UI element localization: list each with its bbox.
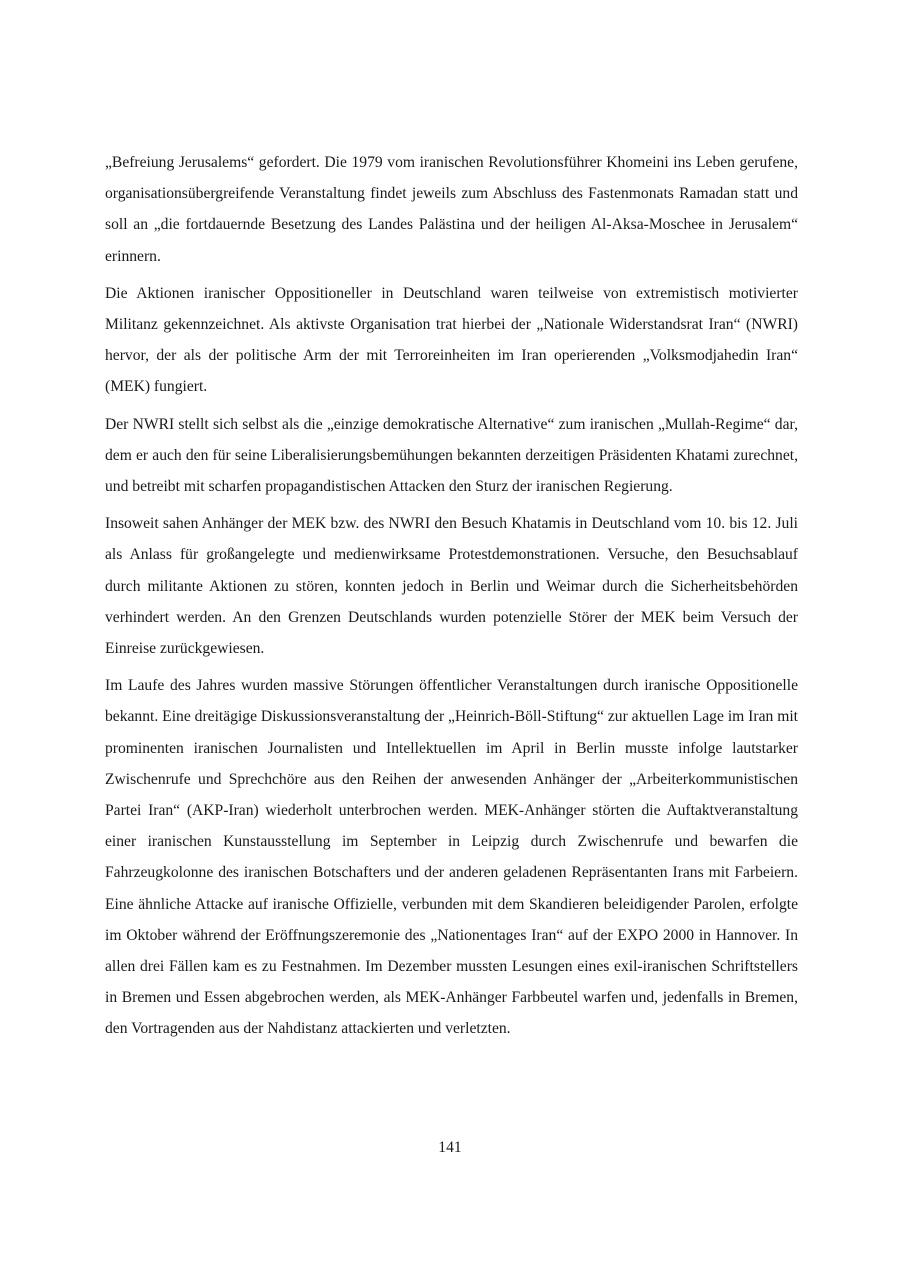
paragraph-3: Der NWRI stellt sich selbst als die „einzige demokratische Alternative“ zum iranischen „Mullah-Regime“ dar, dem er auch den für seine Liberalisierungsbemühungen bekannten derzeitigen Präsidenten Khatami zurechnet, und betreibt mit scharfen propagandistischen Attacken den Sturz der iranischen Regierung. [105, 415, 798, 496]
paragraph-2: Die Aktionen iranischer Oppositioneller in Deutschland waren teilweise von extremistisch motivierter Militanz gekennzeichnet. Als aktivste Organisation trat hierbei der „Nationale Widerstandsrat Iran“ (NWRI) hervor, der als der politische Arm der mit Terroreinheiten im Iran operierenden „Volksmodjahedin Iran“ (MEK) fungiert. [105, 284, 798, 396]
paragraph-1: „Befreiung Jerusalems“ gefordert. Die 1979 vom iranischen Revolutionsführer Khomeini ins Leben gerufene, organisationsübergreifende Veranstaltung findet jeweils zum Abschluss des Fastenmonats Ramadan statt und soll an „die fortdauernde Besetzung des Landes Palästina und der heiligen Al-Aksa-Moschee in Jerusalem“ erinnern. [105, 154, 798, 265]
body-text [105, 147, 798, 1051]
paragraph-5: Im Laufe des Jahres wurden massive Störungen öffentlicher Veranstaltungen durch iranische Oppositionelle bekannt. Eine dreitägige Diskussionsveranstaltung der „Heinrich-Böll-Stiftung“ zur aktuellen Lage im Iran mit prominenten iranischen Journalisten und Intellektuellen im April in Berlin musste infolge lautstarker Zwischenrufe und Sprechchöre aus den Reihen der anwesenden Anhänger der „Arbeiterkommunistischen Partei Iran“ (AKP-Iran) wiederholt unterbrochen werden. MEK-Anhänger störten die Auftaktveranstaltung einer iranischen Kunstausstellung im September in Leipzig durch Zwischenrufe und bewarfen die Fahrzeugkolonne des iranischen Botschafters und der anderen geladenen Repräsentanten Irans mit Farbeiern. Eine ähnliche Attacke auf iranische Offizielle, verbunden mit dem Skandieren beleidigender Parolen, erfolgte im Oktober während der Eröffnungszeremonie des „Nationentages Iran“ auf der EXPO 2000 in Hannover. In allen drei Fällen kam es zu Festnahmen. Im Dezember mussten Lesungen eines exil-iranischen Schriftstellers in Bremen und Essen abgebrochen werden, als MEK-Anhänger Farbbeutel warfen und, jedenfalls in Bremen, den Vortragenden aus der Nahdistanz attackierten und verletzten. [105, 677, 798, 1038]
page-number: 141 [438, 1139, 462, 1156]
paragraph-4: Insoweit sahen Anhänger der MEK bzw. des NWRI den Besuch Khatamis in Deutschland vom 10. bis 12. Juli als Anlass für großangelegte und medienwirksame Protestdemonstrationen. Versuche, den Besuchsablauf durch militante Aktionen zu stören, konnten jedoch in Berlin und Weimar durch die Sicherheitsbehörden verhindert werden. An den Grenzen Deutschlands wurden potenzielle Störer der MEK beim Versuch der Einreise zurückgewiesen. [105, 515, 798, 658]
